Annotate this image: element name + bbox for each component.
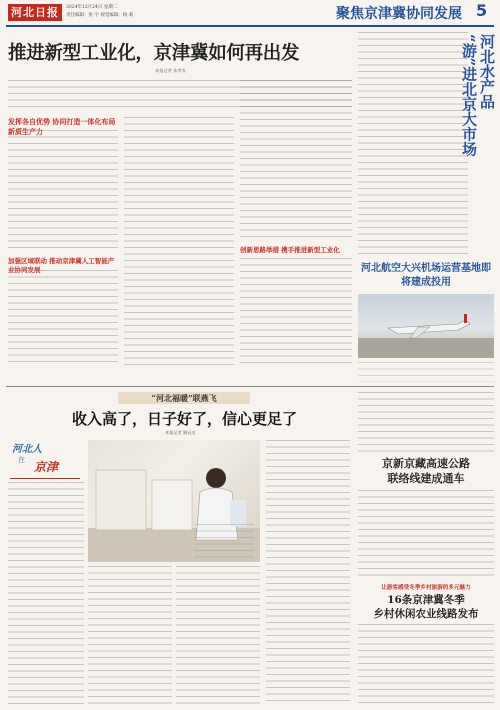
feature-logo (10, 438, 80, 479)
feature-col-2 (88, 566, 172, 704)
editor-line: 责任编辑：张 宇 视觉编辑：杨 莉 (66, 13, 134, 18)
airplane-icon (358, 294, 494, 358)
feature-photo (88, 440, 260, 562)
right-headline-2-line-2: 乡村休闲农业线路发布 (373, 608, 479, 620)
main-byline: 本报记者 朱孝寿 (155, 68, 186, 73)
right-headline-1 (358, 456, 494, 486)
section-divider (6, 386, 494, 387)
date-line: 2024年12月24日 星期二 (66, 5, 118, 10)
side-text-top (358, 32, 468, 254)
right-headline-2-line-1: 16条京津冀冬季 (387, 594, 465, 606)
feature-tag: “河北福暖”联燕飞 (118, 392, 250, 404)
feature-col-1 (8, 482, 84, 704)
right-headline-2-kicker: 让游客感受冬季乡村旅游的多元魅力 (381, 585, 471, 591)
page-number: 5 (476, 1, 488, 20)
subhead-1: 发挥各自优势 协同打造一体化布局新质生产力 (8, 118, 116, 136)
right-headline-1-line-2: 联络线建成通车 (387, 472, 465, 485)
feature-col-4 (266, 440, 350, 704)
section-title: 聚焦京津冀协同发展 (336, 6, 462, 22)
masthead (0, 0, 500, 34)
side-subheadline: 河北航空大兴机场运营基地即将建成投用 (361, 263, 491, 288)
airport-photo (358, 294, 494, 358)
subhead-3: 创新思路举措 携手推进新型工业化 (240, 246, 340, 254)
right-headline-2 (358, 584, 494, 621)
main-col-1-text-b (8, 270, 118, 366)
right-text-1 (358, 490, 494, 578)
feature-logo-line-2: 在 (18, 456, 25, 464)
side-headline-line-2: “游”进北京大市场 (460, 34, 478, 157)
feature-byline: 本报记者 解冠龙 (165, 430, 196, 435)
feature-headline: 收入高了，日子好了，信心更足了 (72, 410, 298, 428)
main-headline: 推进新型工业化，京津冀如何再出发 (8, 43, 300, 64)
photo-caption-overlay (194, 524, 254, 558)
feature-logo-line-1: 河北人 (12, 444, 42, 455)
masthead-rule (6, 25, 494, 27)
main-col-3-text-b (240, 258, 352, 366)
feature-col-3 (176, 566, 260, 704)
subhead-2: 加强区域联动 推动京津冀人工智能产业协同发展 (8, 257, 115, 274)
feature-logo-line-3: 京津 (34, 460, 59, 474)
photo-caption (358, 362, 494, 382)
newspaper-logo: 河北日报 (8, 4, 62, 21)
right-headline-1-line-1: 京新京藏高速公路 (382, 457, 470, 470)
side-headline (460, 34, 496, 254)
main-col-3-text-a (240, 80, 352, 240)
right-top-text (358, 392, 494, 452)
main-col-1-text-a (8, 130, 118, 250)
side-headline-line-1: 河北水产品 (478, 34, 496, 109)
main-col-2-text (124, 117, 234, 366)
right-text-2 (358, 624, 494, 704)
